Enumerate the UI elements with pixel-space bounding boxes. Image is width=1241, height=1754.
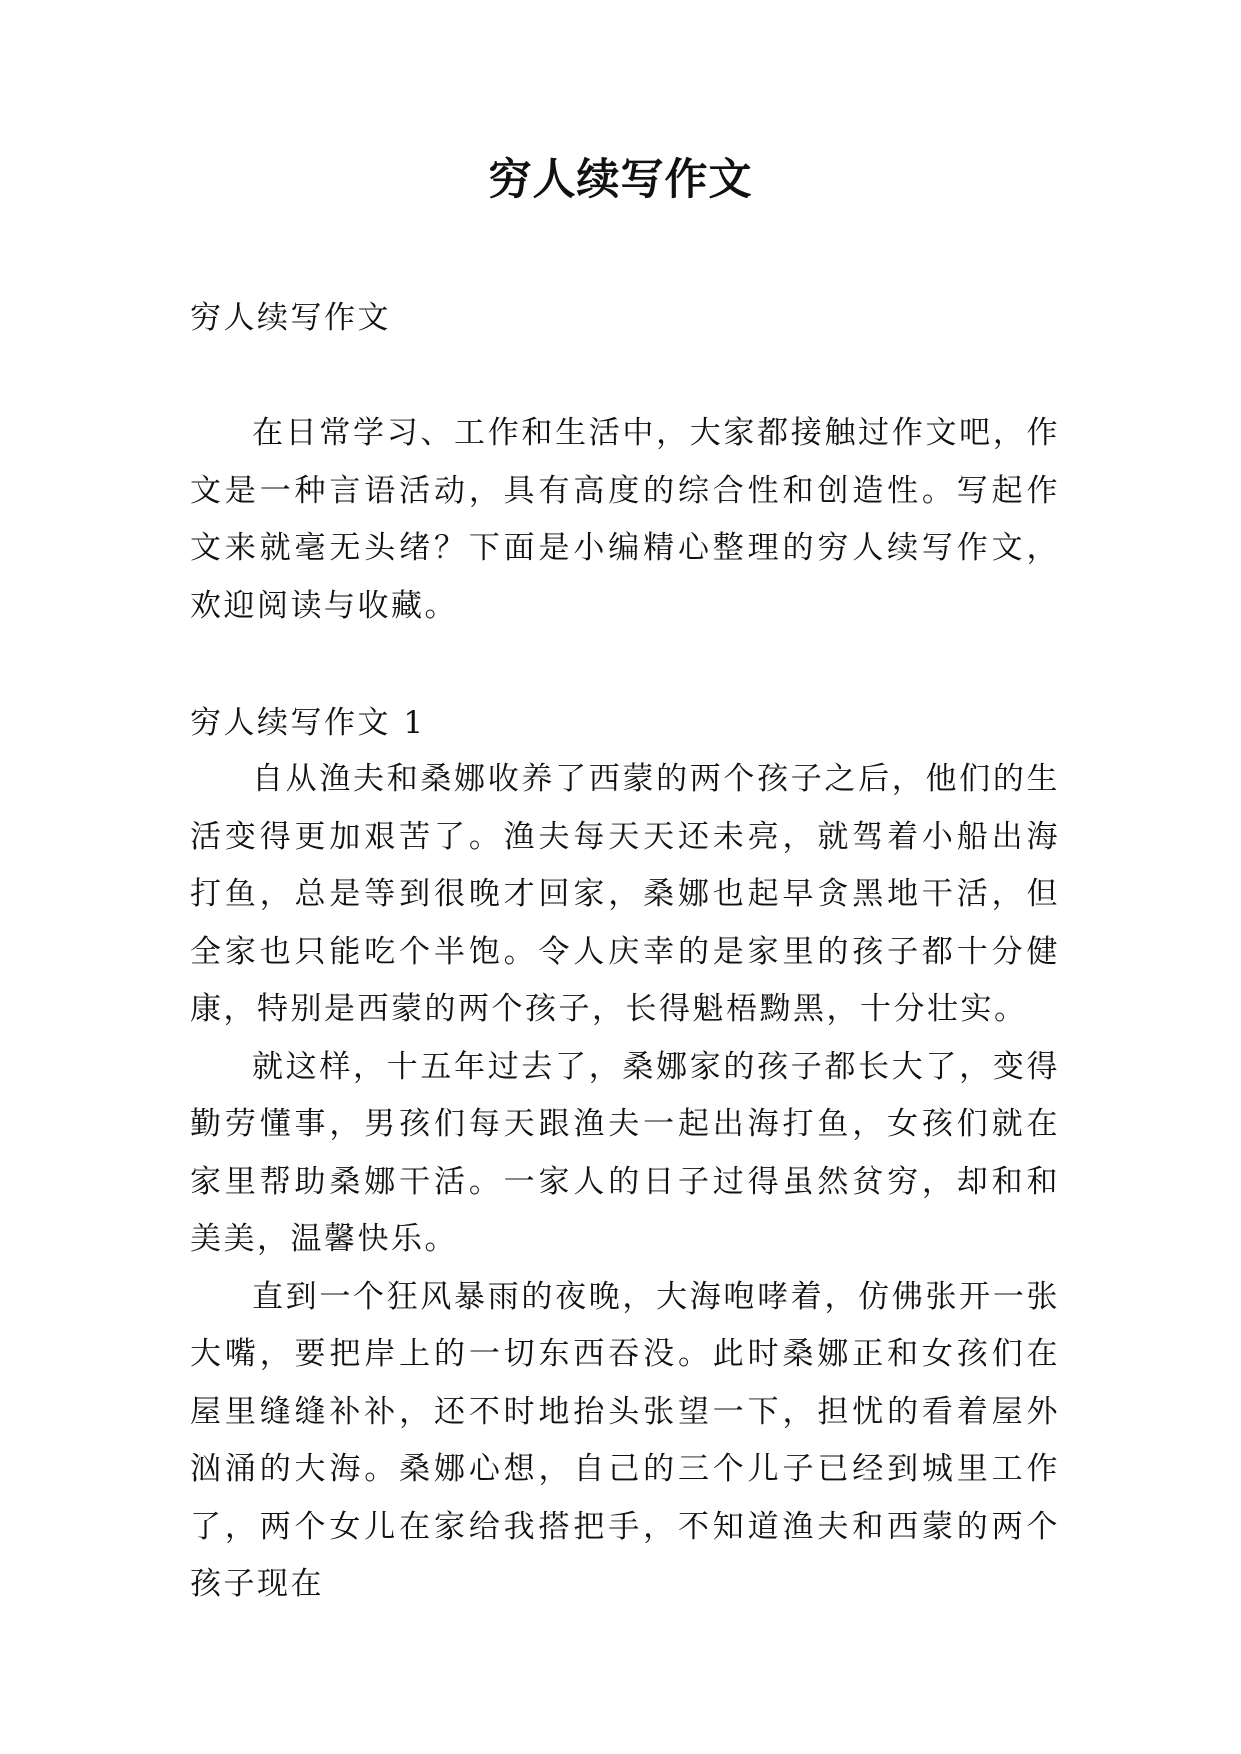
subtitle-text: 穷人续写作文 bbox=[190, 300, 391, 336]
body-paragraph-2: 就这样，十五年过去了，桑娜家的孩子都长大了，变得勤劳懂事，男孩们每天跟渔夫一起出海打鱼，女孩们就在家里帮助桑娜干活。一家人的日子过得虽然贫穷，却和和美美，温馨快乐。 bbox=[190, 1048, 1060, 1257]
intro-paragraph bbox=[190, 405, 1060, 635]
section-heading-text: 穷人续写作文 1 bbox=[190, 705, 426, 741]
document-title: 穷人续写作文 bbox=[488, 155, 753, 205]
intro-text: 在日常学习、工作和生活中，大家都接触过作文吧，作文是一种言语活动，具有高度的综合性和创造性。写起作文来就毫无头绪？下面是小编精心整理的穷人续写作文，欢迎阅读与收藏。 bbox=[190, 415, 1060, 624]
body-paragraph-1: 自从渔夫和桑娜收养了西蒙的两个孩子之后，他们的生活变得更加艰苦了。渔夫每天天还未亮，就驾着小船出海打鱼，总是等到很晚才回家，桑娜也起早贪黑地干活，但全家也只能吃个半饱。令人庆幸的是家里的孩子都十分健康，特别是西蒙的两个孩子，长得魁梧黝黑，十分壮实。 bbox=[190, 761, 1060, 1027]
body-paragraph-3: 直到一个狂风暴雨的夜晚，大海咆哮着，仿佛张开一张大嘴，要把岸上的一切东西吞没。此时桑娜正和女孩们在屋里缝缝补补，还不时地抬头张望一下，担忧的看着屋外汹涌的大海。桑娜心想，自己的三个儿子已经到城里工作了，两个女儿在家给我搭把手，不知道渔夫和西蒙的两个孩子现在 bbox=[190, 1278, 1060, 1602]
body-text bbox=[190, 751, 1060, 1614]
subtitle bbox=[190, 290, 1060, 348]
section-heading bbox=[190, 695, 1060, 753]
